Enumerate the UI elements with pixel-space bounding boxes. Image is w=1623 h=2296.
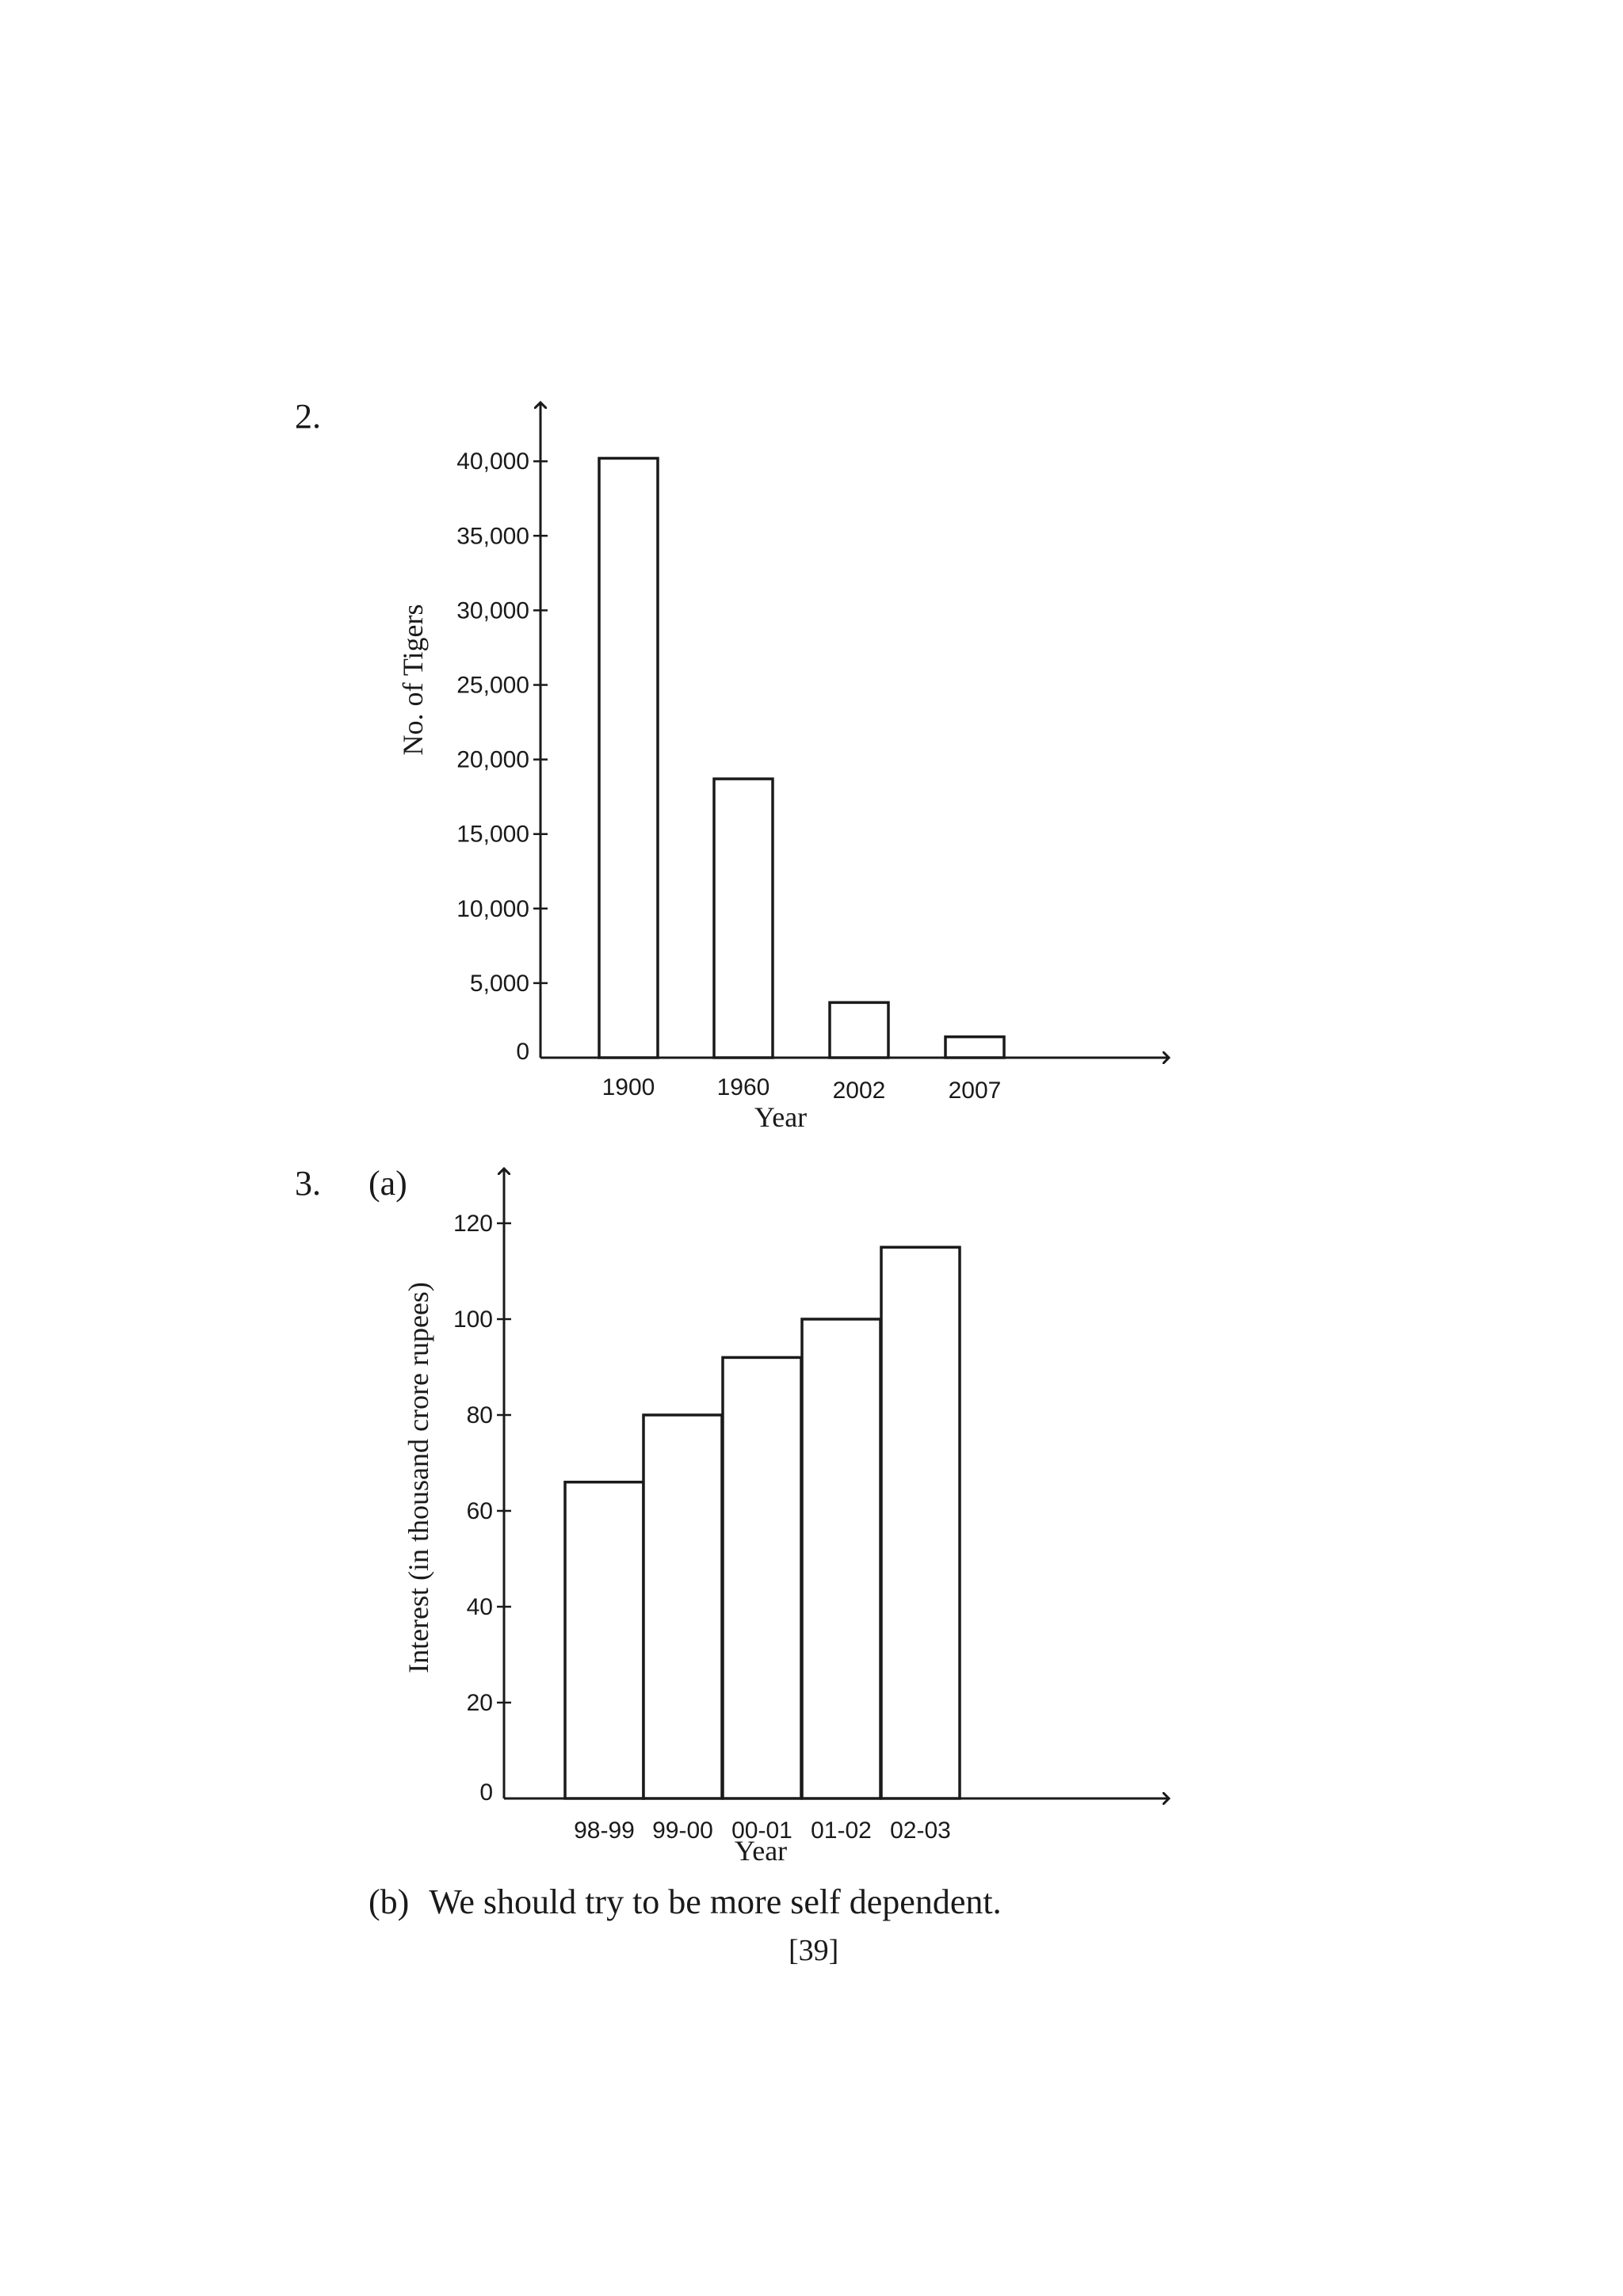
y-tick-label: 35,000 [456,523,529,550]
x-tick-label: 1960 [716,1074,770,1100]
x-tick-label: 1900 [601,1074,655,1100]
x-tick-label: 2007 [948,1077,1002,1104]
y-tick-label: 25,000 [456,672,529,699]
x-tick-label: 02-03 [890,1817,951,1844]
x-tick-label: 01-02 [811,1817,872,1844]
y-tick-label: 0 [516,1039,529,1065]
answer-b-label: (b) [369,1882,410,1921]
y-tick-label: 15,000 [456,821,529,848]
bar [565,1482,643,1798]
question-3-number: 3. [295,1164,321,1203]
y-tick-label: 0 [479,1779,493,1806]
question-2-number: 2. [295,397,321,436]
y-tick-label: 10,000 [456,895,529,922]
y-tick-label: 40,000 [456,448,529,475]
bar [802,1319,880,1798]
question-3-part-a: (a) [369,1164,407,1203]
bar [643,1415,722,1798]
x-tick-label: 2002 [832,1077,886,1104]
y-tick-label: 120 [453,1211,493,1237]
y-tick-label: 20 [466,1690,493,1716]
bar [723,1357,801,1798]
y-tick-label: 30,000 [456,597,529,624]
y-axis-title: No. of Tigers [397,604,429,756]
page-number: [39] [789,1934,839,1967]
x-axis-title: Year [754,1101,808,1133]
y-tick-label: 20,000 [456,746,529,773]
y-tick-label: 80 [466,1402,493,1428]
x-tick-label: 00-01 [731,1817,792,1844]
x-tick-label: 99-00 [652,1817,713,1844]
bar [881,1247,960,1798]
y-tick-label: 100 [453,1306,493,1333]
y-tick-label: 60 [466,1498,493,1524]
x-tick-label: 98-99 [574,1817,635,1844]
x-axis-title: Year [734,1835,788,1867]
y-axis-title: Interest (in thousand crore rupees) [403,1282,434,1673]
answer-b-text: We should try to be more self dependent. [429,1882,1002,1921]
y-tick-label: 40 [466,1594,493,1620]
y-tick-label: 5,000 [469,970,529,997]
answer-b [369,1882,1002,1922]
